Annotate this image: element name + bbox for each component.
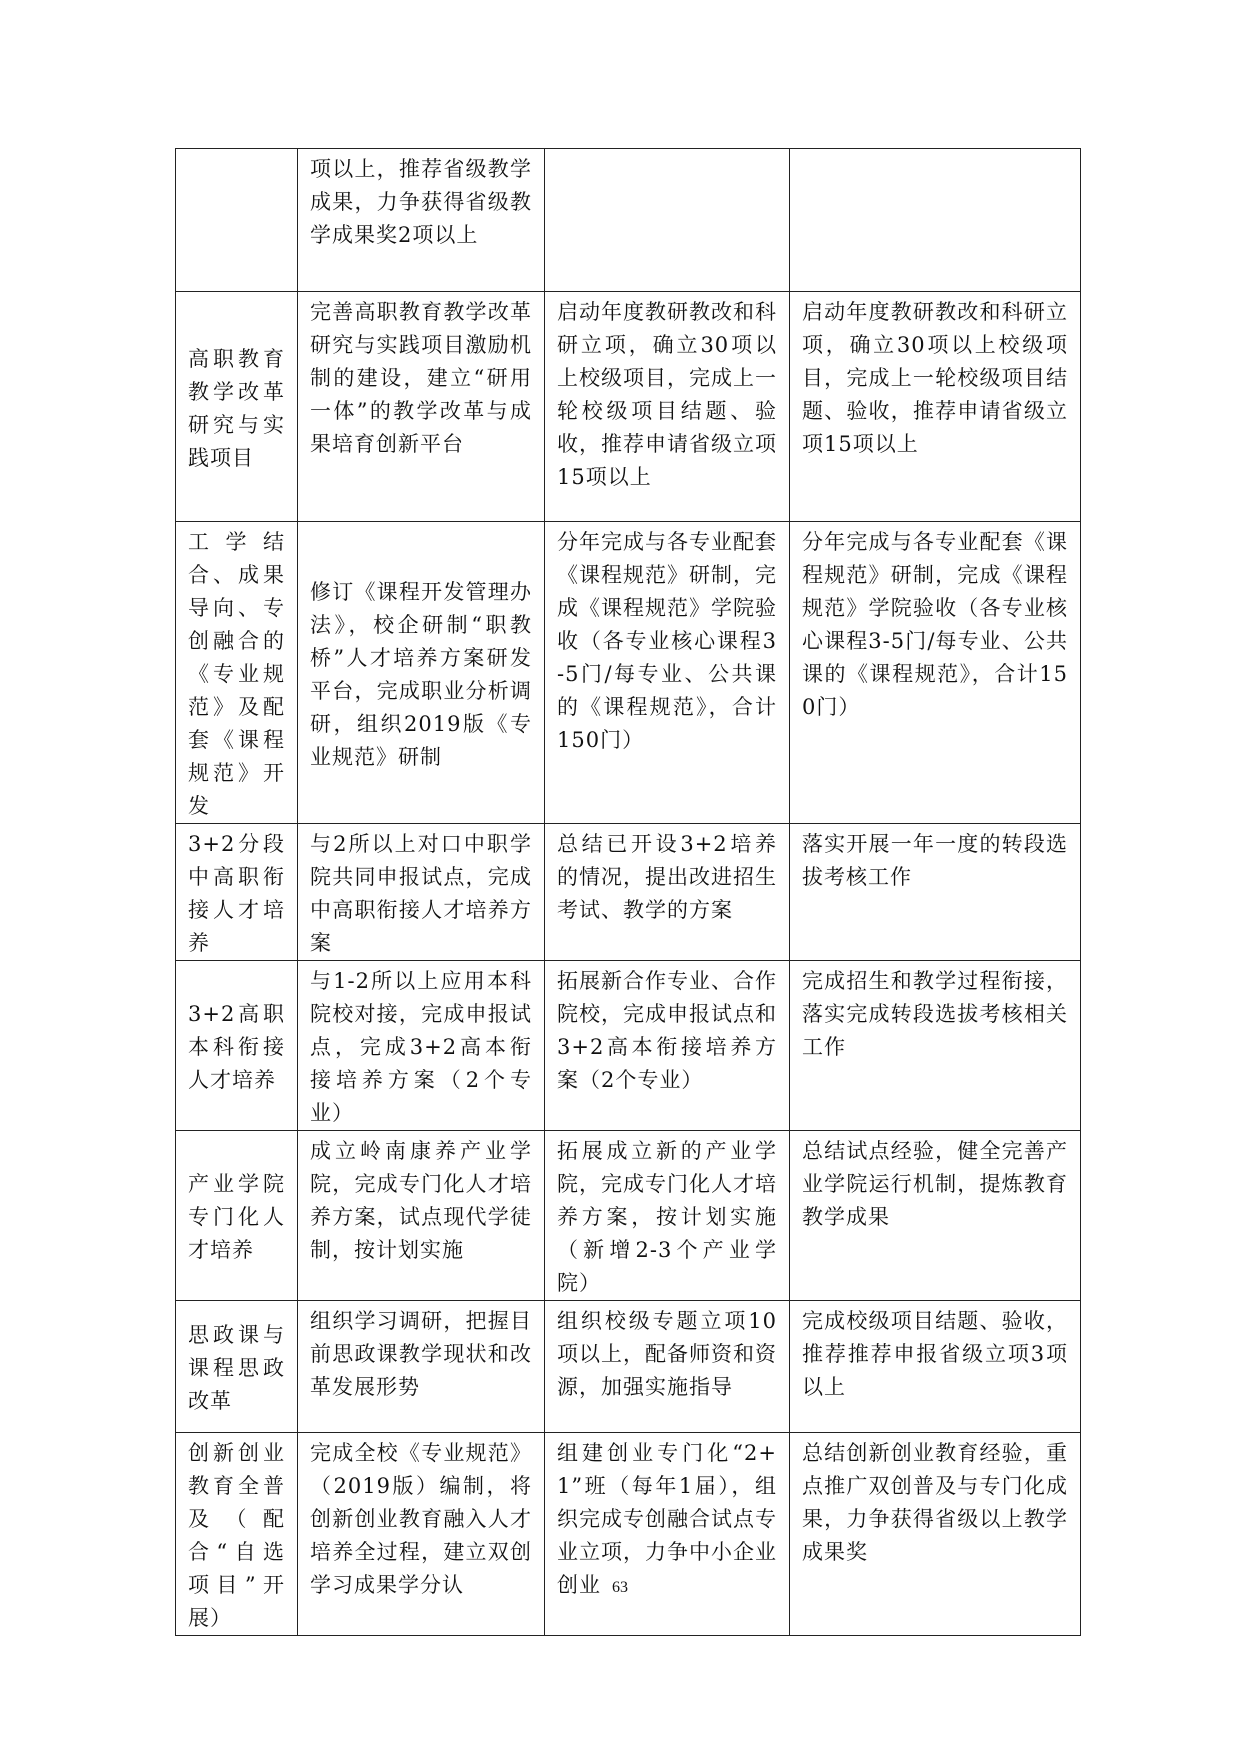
table-cell: 产业学院专门化人才培养 [176,1131,298,1301]
table-cell: 组建创业专门化“2+1”班（每年1届），组织完成专创融合试点专业立项，力争中小企业创业 [545,1433,790,1636]
table-cell: 创新创业教育全普及（配合“自选项目”开展） [176,1433,298,1636]
table-cell: 完成校级项目结题、验收，推荐推荐申报省级立项3项以上 [790,1301,1081,1433]
table-cell: 落实开展一年一度的转段选拔考核工作 [790,824,1081,961]
table-row [176,292,1081,522]
table-cell: 3+2分段中高职衔接人才培养 [176,824,298,961]
table-cell [176,149,298,292]
table-cell: 与2所以上对口中职学院共同申报试点，完成中高职衔接人才培养方案 [298,824,545,961]
table-cell: 分年完成与各专业配套《课程规范》研制，完成《课程规范》学院验收（各专业核心课程3-5门/每专业、公共课的《课程规范》，合计150门） [545,522,790,824]
table-cell: 工学结合、成果导向、专创融合的《专业规范》及配套《课程规范》开发 [176,522,298,824]
table-cell: 与1-2所以上应用本科院校对接，完成申报试点，完成3+2高本衔接培养方案（2个专业） [298,961,545,1131]
table-cell: 总结创新创业教育经验，重点推广双创普及与专门化成果，力争获得省级以上教学成果奖 [790,1433,1081,1636]
table-cell: 组织校级专题立项10项以上，配备师资和资源，加强实施指导 [545,1301,790,1433]
table-cell: 成立岭南康养产业学院，完成专门化人才培养方案，试点现代学徒制，按计划实施 [298,1131,545,1301]
table-cell: 分年完成与各专业配套《课程规范》研制，完成《课程规范》学院验收（各专业核心课程3-5门/每专业、公共课的《课程规范》，合计150门） [790,522,1081,824]
table-cell: 修订《课程开发管理办法》，校企研制“职教桥”人才培养方案研发平台，完成职业分析调研，组织2019版《专业规范》研制 [298,522,545,824]
table-cell: 高职教育教学改革研究与实践项目 [176,292,298,522]
table-cell: 3+2高职本科衔接人才培养 [176,961,298,1131]
table-row [176,522,1081,824]
table-cell: 启动年度教研教改和科研立项，确立30项以上校级项目，完成上一轮校级项目结题、验收，推荐申请省级立项15项以上 [790,292,1081,522]
table-cell: 拓展成立新的产业学院，完成专门化人才培养方案，按计划实施（新增2-3个产业学院） [545,1131,790,1301]
table-cell: 思政课与课程思政改革 [176,1301,298,1433]
table-cell: 启动年度教研教改和科研立项，确立30项以上校级项目，完成上一轮校级项目结题、验收，推荐申请省级立项15项以上 [545,292,790,522]
table-cell: 组织学习调研，把握目前思政课教学现状和改革发展形势 [298,1301,545,1433]
table-cell: 总结试点经验，健全完善产业学院运行机制，提炼教育教学成果 [790,1131,1081,1301]
table-row [176,961,1081,1131]
table-row [176,1131,1081,1301]
table-cell: 完成招生和教学过程衔接，落实完成转段选拔考核相关工作 [790,961,1081,1131]
table-cell [790,149,1081,292]
table-cell: 完成全校《专业规范》（2019版）编制，将创新创业教育融入人才培养全过程，建立双创学习成果学分认 [298,1433,545,1636]
table-cell [545,149,790,292]
plan-table [175,148,1081,1636]
table-row [176,824,1081,961]
table-cell: 项以上，推荐省级教学成果，力争获得省级教学成果奖2项以上 [298,149,545,292]
table-cell: 完善高职教育教学改革研究与实践项目激励机制的建设，建立“研用一体”的教学改革与成果培育创新平台 [298,292,545,522]
table-cell: 总结已开设3+2培养的情况，提出改进招生考试、教学的方案 [545,824,790,961]
page-number: 63 [612,1579,628,1596]
table-cell: 拓展新合作专业、合作院校，完成申报试点和3+2高本衔接培养方案（2个专业） [545,961,790,1131]
table-row [176,1301,1081,1433]
table-row [176,149,1081,292]
table-row [176,1433,1081,1636]
